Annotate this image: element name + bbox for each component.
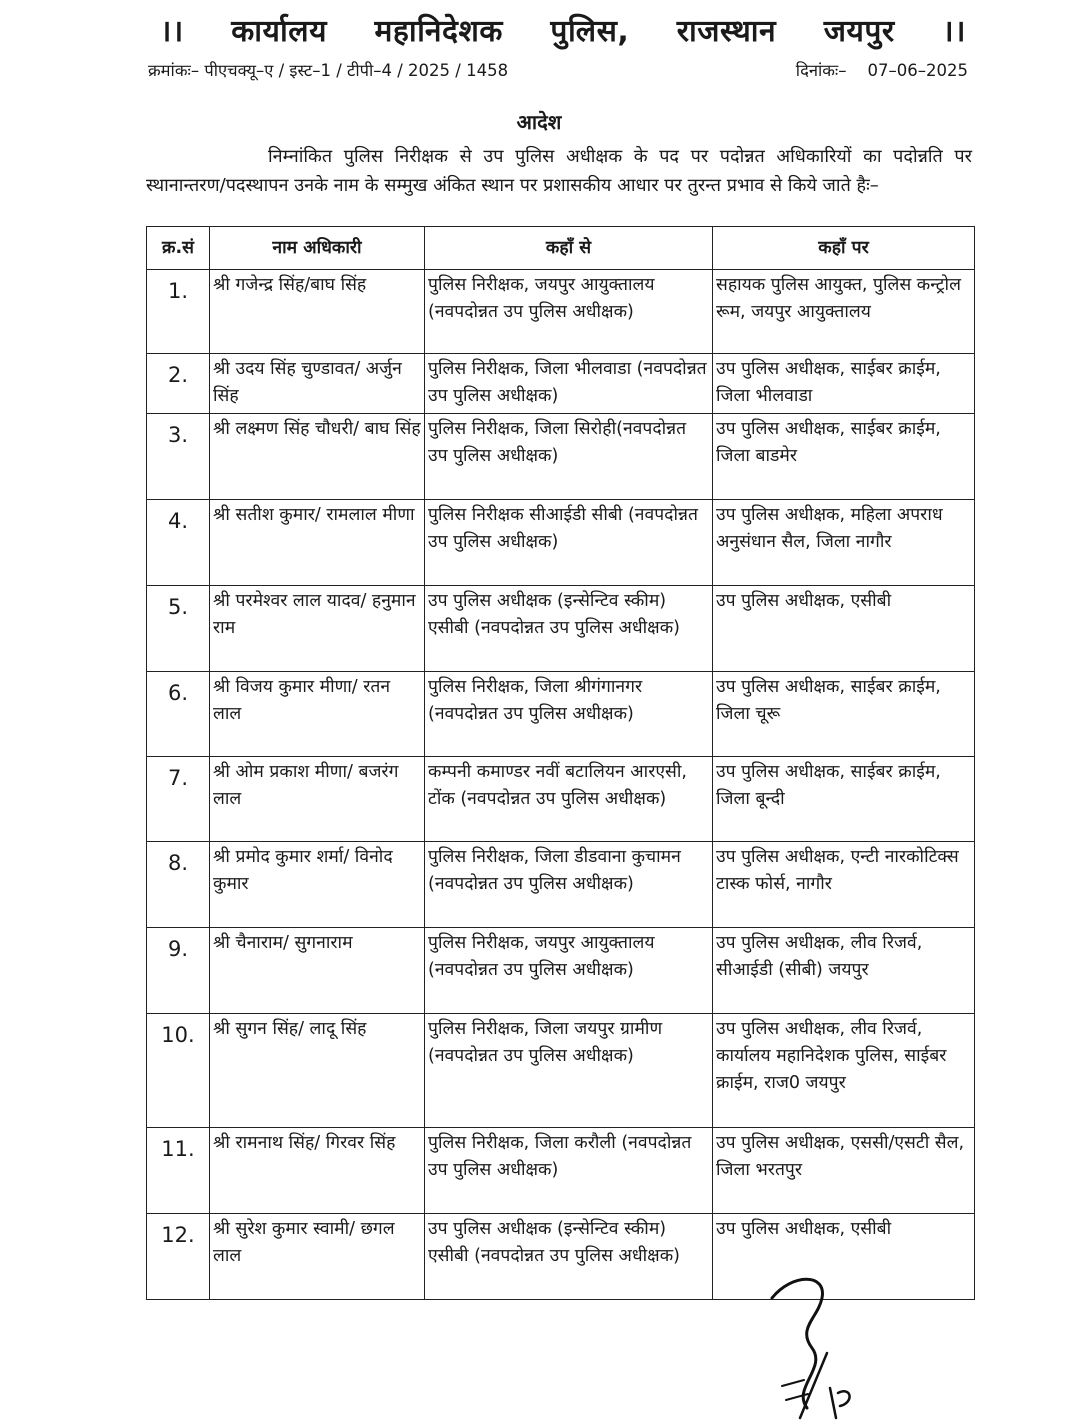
row-to: उप पुलिस अधीक्षक, एसीबी xyxy=(713,1214,975,1300)
table-row xyxy=(147,354,975,414)
row-serial: 12. xyxy=(147,1214,210,1300)
reference-label: क्रमांकः– xyxy=(148,61,200,80)
title-police: पुलिस, xyxy=(550,13,630,49)
row-officer-name: श्री रामनाथ सिंह/ गिरवर सिंह xyxy=(210,1128,425,1214)
table-row xyxy=(147,270,975,354)
table-header-row xyxy=(147,227,975,270)
table-row xyxy=(147,842,975,928)
header-from: कहाँ से xyxy=(425,227,713,270)
table-row xyxy=(147,586,975,672)
row-officer-name: श्री उदय सिंह चुण्डावत/ अर्जुन सिंह xyxy=(210,354,425,414)
row-from: पुलिस निरीक्षक, जिला सिरोही(नवपदोन्नत उप पुलिस अधीक्षक) xyxy=(425,414,713,500)
header-serial: क्र.सं xyxy=(147,227,210,270)
order-intro-paragraph: निम्नांकित पुलिस निरीक्षक से उप पुलिस अधीक्षक के पद पर पदोन्नत अधिकारियों का पदोन्नति पर स्थानान्तरण/पदस्थापन उनके नाम के सम्मुख अंकित स्थान पर प्रशासकीय आधार पर तुरन्त प्रभाव से किये जाते हैः– xyxy=(146,146,972,196)
order-date xyxy=(796,58,968,82)
reference-value: पीएचक्यू–ए / इस्ट–1 / टीपी–4 / 2025 / 1458 xyxy=(204,61,509,80)
row-to: उप पुलिस अधीक्षक, एन्टी नारकोटिक्स टास्क फोर्स, नागौर xyxy=(713,842,975,928)
row-serial: 1. xyxy=(147,270,210,354)
row-from: पुलिस निरीक्षक, जिला भीलवाडा (नवपदोन्नत उप पुलिस अधीक्षक) xyxy=(425,354,713,414)
row-to: उप पुलिस अधीक्षक, लीव रिजर्व, सीआईडी (सीबी) जयपुर xyxy=(713,928,975,1014)
row-serial: 11. xyxy=(147,1128,210,1214)
row-from: पुलिस निरीक्षक, जिला करौली (नवपदोन्नत उप पुलिस अधीक्षक) xyxy=(425,1128,713,1214)
order-heading: आदेश xyxy=(516,110,562,134)
reference-number xyxy=(148,58,508,82)
title-mark-left: ।। xyxy=(160,13,184,49)
row-serial: 10. xyxy=(147,1014,210,1128)
header-officer-name: नाम अधिकारी xyxy=(210,227,425,270)
date-label: दिनांकः– xyxy=(795,61,847,80)
reference-line xyxy=(148,58,968,82)
row-officer-name: श्री चैनाराम/ सुगनाराम xyxy=(210,928,425,1014)
row-from: उप पुलिस अधीक्षक (इन्सेन्टिव स्कीम) एसीबी (नवपदोन्नत उप पुलिस अधीक्षक) xyxy=(425,586,713,672)
row-officer-name: श्री सुरेश कुमार स्वामी/ छगल लाल xyxy=(210,1214,425,1300)
row-officer-name: श्री विजय कुमार मीणा/ रतन लाल xyxy=(210,672,425,757)
row-officer-name: श्री परमेश्वर लाल यादव/ हनुमान राम xyxy=(210,586,425,672)
row-serial: 6. xyxy=(147,672,210,757)
row-from: उप पुलिस अधीक्षक (इन्सेन्टिव स्कीम) एसीबी (नवपदोन्नत उप पुलिस अधीक्षक) xyxy=(425,1214,713,1300)
table-row xyxy=(147,500,975,586)
row-serial: 3. xyxy=(147,414,210,500)
table-row xyxy=(147,1128,975,1214)
table-row xyxy=(147,414,975,500)
row-serial: 8. xyxy=(147,842,210,928)
row-officer-name: श्री प्रमोद कुमार शर्मा/ विनोद कुमार xyxy=(210,842,425,928)
title-mark-right: ।। xyxy=(942,13,966,49)
row-to: उप पुलिस अधीक्षक, साईबर क्राईम, जिला भीलवाडा xyxy=(713,354,975,414)
table-row xyxy=(147,672,975,757)
row-from: पुलिस निरीक्षक, जयपुर आयुक्तालय (नवपदोन्नत उप पुलिस अधीक्षक) xyxy=(425,928,713,1014)
row-to: उप पुलिस अधीक्षक, महिला अपराध अनुसंधान सैल, जिला नागौर xyxy=(713,500,975,586)
title-dg: महानिदेशक xyxy=(374,13,503,49)
header-to: कहाँ पर xyxy=(713,227,975,270)
row-from: पुलिस निरीक्षक सीआईडी सीबी (नवपदोन्नत उप पुलिस अधीक्षक) xyxy=(425,500,713,586)
title-city: जयपुर xyxy=(823,13,895,49)
row-from: कम्पनी कमाण्डर नवीं बटालियन आरएसी, टोंक (नवपदोन्नत उप पुलिस अधीक्षक) xyxy=(425,757,713,842)
row-to: सहायक पुलिस आयुक्त, पुलिस कन्ट्रोल रूम, जयपुर आयुक्तालय xyxy=(713,270,975,354)
row-officer-name: श्री सतीश कुमार/ रामलाल मीणा xyxy=(210,500,425,586)
date-value: 07–06–2025 xyxy=(867,61,968,80)
handwritten-signature xyxy=(752,1268,882,1428)
row-to: उप पुलिस अधीक्षक, एसीबी xyxy=(713,586,975,672)
row-serial: 4. xyxy=(147,500,210,586)
row-to: उप पुलिस अधीक्षक, साईबर क्राईम, जिला बून्दी xyxy=(713,757,975,842)
transfer-table xyxy=(146,226,975,1300)
row-officer-name: श्री लक्ष्मण सिंह चौधरी/ बाघ सिंह xyxy=(210,414,425,500)
row-to: उप पुलिस अधीक्षक, साईबर क्राईम, जिला चूरू xyxy=(713,672,975,757)
row-serial: 2. xyxy=(147,354,210,414)
row-from: पुलिस निरीक्षक, जिला श्रीगंगानगर (नवपदोन्नत उप पुलिस अधीक्षक) xyxy=(425,672,713,757)
row-officer-name: श्री गजेन्द्र सिंह/बाघ सिंह xyxy=(210,270,425,354)
table-row xyxy=(147,757,975,842)
row-from: पुलिस निरीक्षक, जिला जयपुर ग्रामीण (नवपदोन्नत उप पुलिस अधीक्षक) xyxy=(425,1014,713,1128)
row-serial: 5. xyxy=(147,586,210,672)
row-to: उप पुलिस अधीक्षक, एससी/एसटी सैल, जिला भरतपुर xyxy=(713,1128,975,1214)
office-title xyxy=(160,8,966,50)
row-serial: 9. xyxy=(147,928,210,1014)
table-row xyxy=(147,1014,975,1128)
table-row xyxy=(147,928,975,1014)
row-from: पुलिस निरीक्षक, जिला डीडवाना कुचामन (नवपदोन्नत उप पुलिस अधीक्षक) xyxy=(425,842,713,928)
row-serial: 7. xyxy=(147,757,210,842)
row-from: पुलिस निरीक्षक, जयपुर आयुक्तालय (नवपदोन्नत उप पुलिस अधीक्षक) xyxy=(425,270,713,354)
row-officer-name: श्री ओम प्रकाश मीणा/ बजरंग लाल xyxy=(210,757,425,842)
title-state: राजस्थान xyxy=(676,13,777,49)
row-officer-name: श्री सुगन सिंह/ लादू सिंह xyxy=(210,1014,425,1128)
row-to: उप पुलिस अधीक्षक, साईबर क्राईम, जिला बाडमेर xyxy=(713,414,975,500)
title-office: कार्यालय xyxy=(231,13,327,49)
row-to: उप पुलिस अधीक्षक, लीव रिजर्व, कार्यालय महानिदेशक पुलिस, साईबर क्राईम, राज0 जयपुर xyxy=(713,1014,975,1128)
